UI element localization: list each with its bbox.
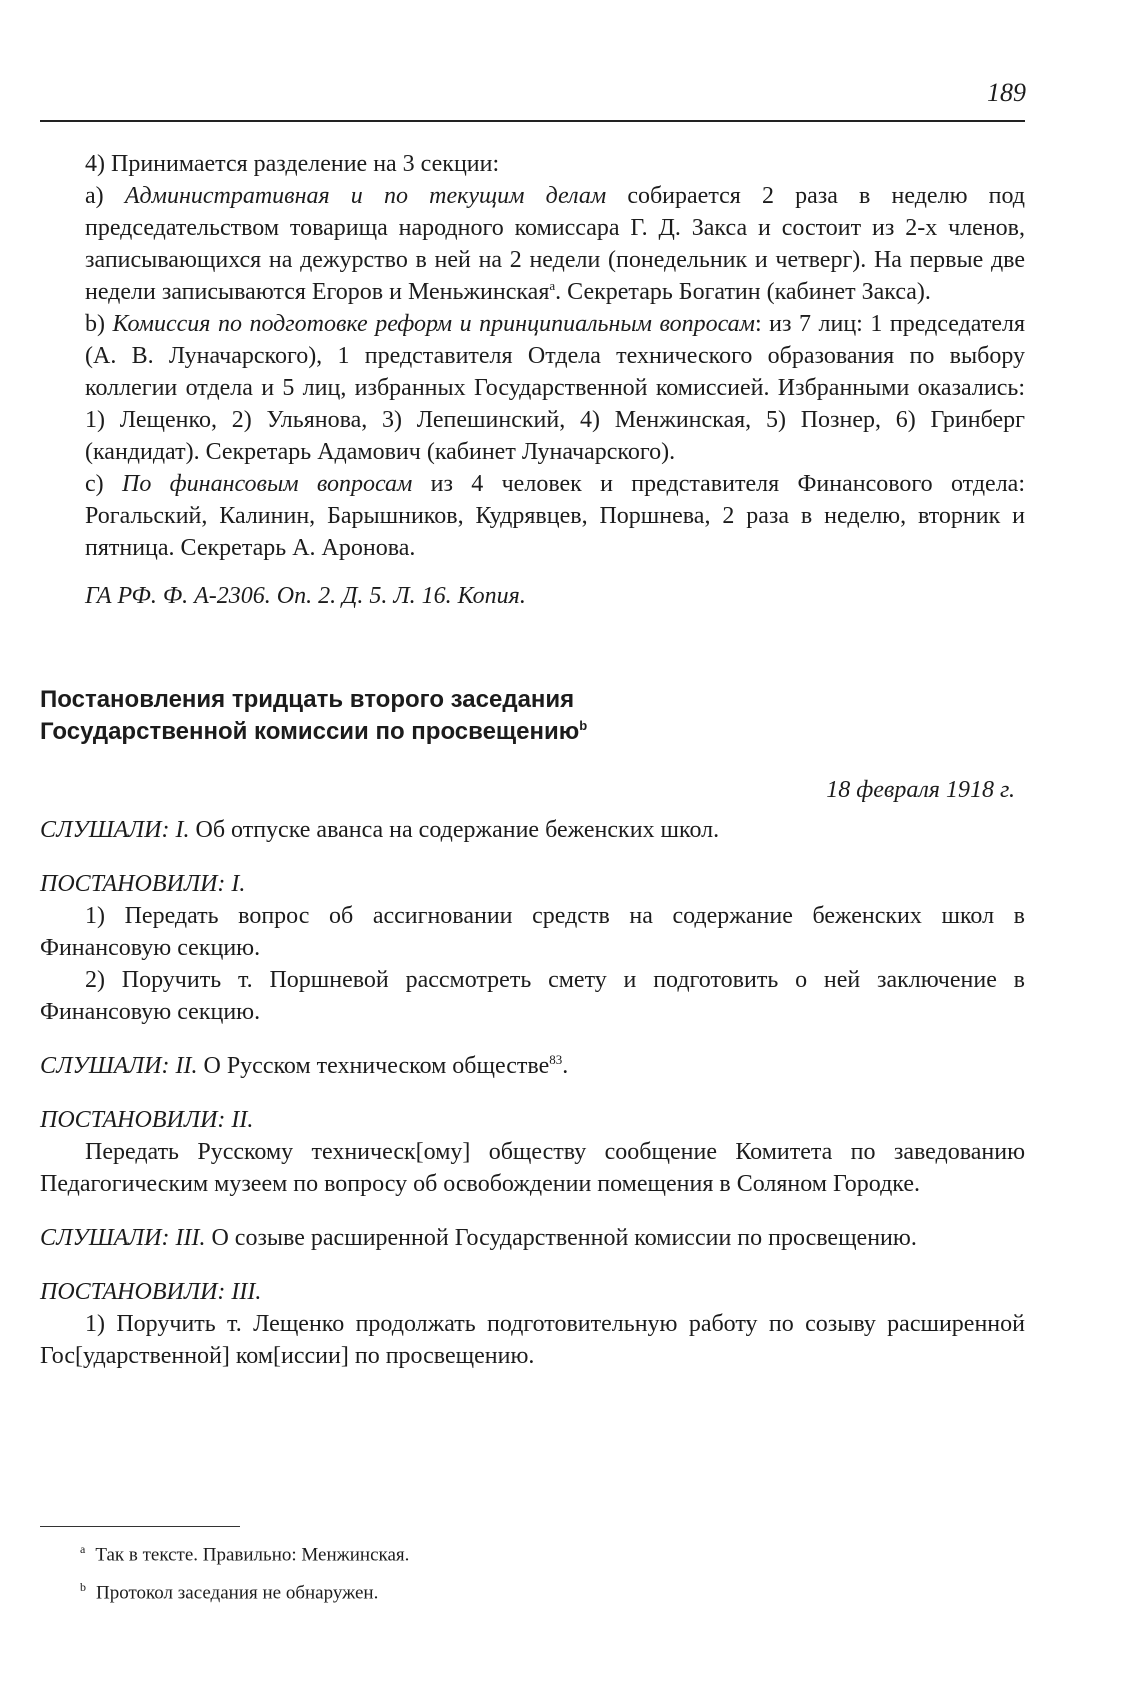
resolved-1-item-1: 1) Передать вопрос об ассигновании средств на содержание беженских школ в Финансовую секцию. [40,903,1025,961]
footnote-b [80,1574,409,1606]
footnotes [80,1536,409,1613]
document-date: 18 февраля 1918 г. [826,777,1015,803]
title-line-2: Государственной комиссии по просвещению [40,718,580,745]
footnote-a [80,1536,409,1568]
page-number: 189 [987,78,1026,107]
footnote-b-mark: b [80,1580,86,1595]
section-b-marker: b) [85,311,105,337]
heard-1 [40,814,1025,846]
section-b-title: Комиссия по подготовке реформ и принципиальным вопросам [112,311,755,337]
section-c-title: По финансовым вопросам [121,471,413,497]
heard-3-label: СЛУШАЛИ: III. [40,1225,206,1251]
heard-2 [40,1050,1025,1082]
resolved-2 [40,1104,1025,1200]
resolved-2-text: Передать Русскому техническ[ому] обществу сообщение Комитета по заведованию Педагогическим музеем по вопросу об освобождении помещения в Соляном Городке. [40,1139,1025,1197]
footnote-ref-a[interactable]: a [549,278,556,293]
archive-source: ГА РФ. Ф. А-2306. Оп. 2. Д. 5. Л. 16. Копия. [85,583,526,609]
header-rule [40,120,1025,122]
resolved-2-label: ПОСТАНОВИЛИ: II. [40,1107,254,1133]
resolved-3-item-1: 1) Поручить т. Лещенко продолжать подготовительную работу по созыву расширенной Гос[ударственной] ком[иссии] по просвещению. [40,1311,1025,1369]
footnote-b-text: Протокол заседания не обнаружен. [96,1582,379,1604]
heard-1-text: Об отпуске аванса на содержание беженских школ. [195,817,720,843]
section-b [40,308,1025,468]
title-line-1: Постановления тридцать второго заседания [40,686,575,713]
section-a-text-end: . Секретарь Богатин (кабинет Закса). [555,279,931,305]
document-title [40,684,1025,748]
section-c [40,468,1025,564]
resolved-1 [40,868,1025,1028]
section-c-text: из 4 человек и представителя Финансового отдела: Рогальский, Калинин, Барышников, Кудрявцев, Поршнева, 2 раза в неделю, вторник и пятница. Секретарь А. Аронова. [85,471,1025,561]
resolved-1-label: ПОСТАНОВИЛИ: I. [40,871,246,897]
heard-2-label: СЛУШАЛИ: II. [40,1053,198,1079]
endnote-ref-83[interactable]: 83 [549,1052,563,1067]
section-a-marker: a) [85,183,104,209]
heard-1-label: СЛУШАЛИ: I. [40,817,190,843]
heard-2-end: . [562,1053,569,1079]
item-4: 4) Принимается разделение на 3 секции: [85,151,500,177]
footnote-rule [40,1526,240,1527]
section-a-title: Административная и по текущим делам [124,183,607,209]
section-b-text: : из 7 лиц: 1 председателя (А. В. Луначарского), 1 представителя Отдела технического образования по выбору коллегии отдела и 5 лиц, избранных Государственной комиссией. Избранными оказались: 1) Лещенко, 2) Ульянова, 3) Лепешинский, 4) Менжинская, 5) Познер, 6) Гринберг (кандидат). Секретарь Адамович (кабинет Луначарского). [85,311,1025,465]
page-body [40,148,1025,1372]
footnote-a-mark: a [80,1542,86,1556]
footnote-a-text: Так в тексте. Правильно: Менжинская. [95,1544,410,1566]
resolved-3-label: ПОСТАНОВИЛИ: III. [40,1279,262,1305]
footnote-ref-b[interactable]: b [579,718,588,733]
section-c-marker: c) [85,471,104,497]
resolved-1-item-2: 2) Поручить т. Поршневой рассмотреть смету и подготовить о ней заключение в Финансовую секцию. [40,967,1025,1025]
heard-3-text: О созыве расширенной Государственной комиссии по просвещению. [211,1225,917,1251]
heard-2-text: О Русском техническом обществе [203,1053,550,1079]
heard-3 [40,1222,1025,1254]
section-a-text: собирается 2 раза в неделю под председательством товарища народного комиссара Г. Д. Закса и состоит из 2-х членов, записывающихся на дежурство в ней на 2 недели (понедельник и четверг). На первые две недели записываются Егоров и Меньжинская [85,183,1026,305]
section-a [40,180,1025,308]
resolved-3 [40,1276,1025,1372]
